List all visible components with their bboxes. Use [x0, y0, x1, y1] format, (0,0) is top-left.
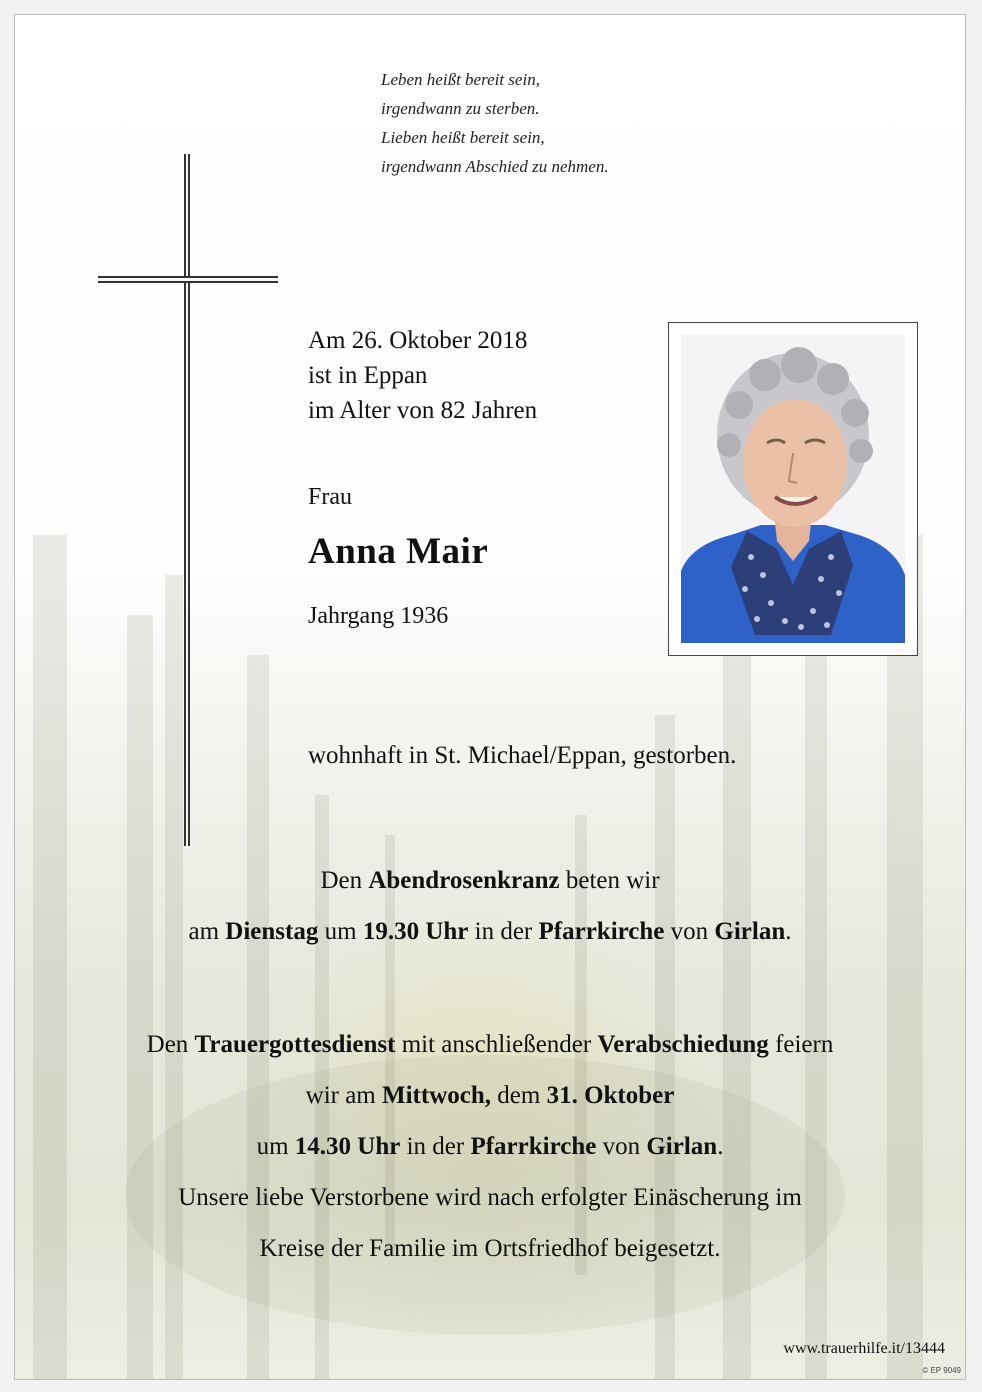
text-segment: von: [664, 918, 715, 945]
text-segment: Den: [320, 867, 369, 894]
text-segment-bold: Girlan: [714, 918, 786, 945]
print-code: © EP 9049: [922, 1366, 961, 1375]
service-line-1: [15, 1031, 965, 1059]
text-segment: mit anschließender: [395, 1031, 598, 1058]
text-segment-bold: Abendrosenkranz: [368, 867, 560, 894]
text-segment-bold: Pfarrkirche: [470, 1133, 597, 1160]
death-place-line: ist in Eppan: [308, 362, 428, 389]
burial-line-2: Kreise der Familie im Ortsfriedhof beigesetzt.: [259, 1235, 721, 1262]
death-date-line: Am 26. Oktober 2018: [308, 327, 528, 354]
burial-line-1: Unsere liebe Verstorbene wird nach erfolgter Einäscherung im: [178, 1184, 802, 1211]
text-segment-bold: Mittwoch,: [382, 1082, 492, 1109]
text-segment: wir am: [305, 1082, 383, 1109]
deceased-name: Anna Mair: [308, 531, 489, 572]
text-segment: in der: [400, 1133, 471, 1160]
birth-year: Jahrgang 1936: [308, 603, 449, 629]
poem-line: Leben heißt bereit sein,: [381, 70, 540, 89]
text-segment: von: [596, 1133, 647, 1160]
text-segment: feiern: [768, 1031, 834, 1058]
poem-line: irgendwann Abschied zu nehmen.: [381, 157, 609, 176]
text-segment-bold: 19.30 Uhr: [362, 918, 469, 945]
text-segment-bold: Girlan: [646, 1133, 718, 1160]
text-segment-bold: Dienstag: [225, 918, 319, 945]
text-segment: um: [256, 1133, 295, 1160]
portrait-photo: [681, 335, 905, 643]
obituary-card: [14, 14, 966, 1380]
rosary-line-1: [15, 867, 965, 895]
portrait-frame: [668, 322, 918, 656]
death-announcement: [308, 323, 537, 428]
text-segment: um: [318, 918, 363, 945]
rosary-line-2: [15, 918, 965, 946]
text-segment: Den: [146, 1031, 195, 1058]
text-segment-bold: 14.30 Uhr: [294, 1133, 401, 1160]
forest-background: [15, 15, 965, 1379]
residence-line: wohnhaft in St. Michael/Eppan, gestorben.: [308, 742, 737, 769]
text-segment: .: [717, 1133, 724, 1160]
poem-line: irgendwann zu sterben.: [381, 99, 540, 118]
service-line-2: [15, 1082, 965, 1110]
text-segment: in der: [468, 918, 539, 945]
poem-line: Lieben heißt bereit sein,: [381, 128, 545, 147]
poem: [381, 65, 609, 181]
text-segment: dem: [491, 1082, 547, 1109]
service-line-3: [15, 1133, 965, 1161]
age-line: im Alter von 82 Jahren: [308, 397, 538, 424]
cross-vertical-beam: [184, 154, 190, 846]
text-segment-bold: Pfarrkirche: [538, 918, 665, 945]
cross-horizontal-beam: [98, 276, 278, 283]
text-segment-bold: Trauergottesdienst: [194, 1031, 396, 1058]
text-segment: am: [188, 918, 226, 945]
title-word: Frau: [308, 484, 352, 510]
text-segment: beten wir: [559, 867, 660, 894]
text-segment: .: [785, 918, 792, 945]
text-segment-bold: 31. Oktober: [546, 1082, 675, 1109]
website-link[interactable]: www.trauerhilfe.it/13444: [783, 1340, 945, 1357]
text-segment-bold: Verabschiedung: [597, 1031, 769, 1058]
